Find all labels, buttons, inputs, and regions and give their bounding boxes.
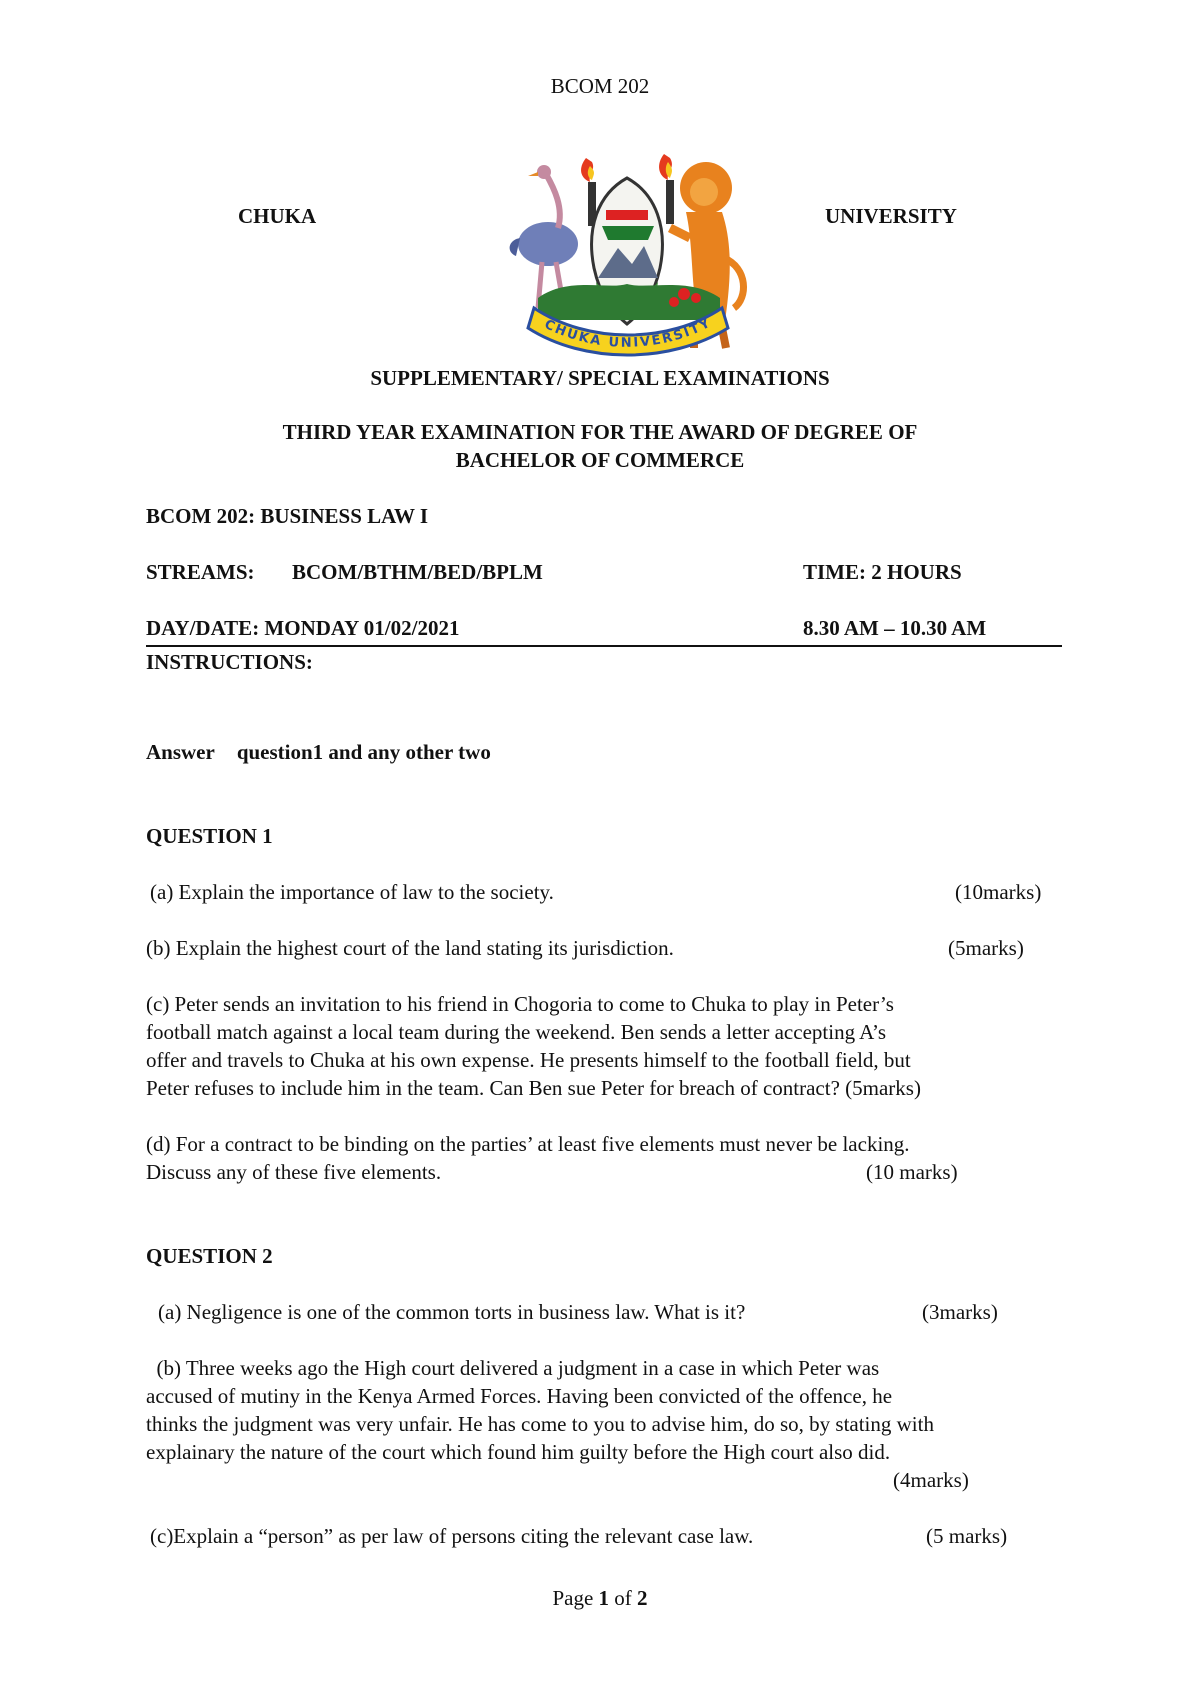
- question1-part-c-line: (c) Peter sends an invitation to his friend in Chogoria to come to Chuka to play in Peter’s: [146, 992, 894, 1016]
- streams-value: BCOM/BTHM/BED/BPLM: [292, 560, 543, 584]
- foliage-base-icon: [538, 284, 720, 320]
- award-title-line2: BACHELOR OF COMMERCE: [455, 448, 745, 472]
- university-name-left: CHUKA: [238, 204, 317, 228]
- question1-part-a-marks: (10marks): [955, 880, 1042, 904]
- question1-part-c-line: offer and travels to Chuka at his own expense. He presents himself to the football field, but: [146, 1048, 911, 1072]
- question1-part-b: (b) Explain the highest court of the land stating its jurisdiction.: [146, 936, 674, 960]
- left-torch-icon: [581, 158, 596, 226]
- university-name-right: UNIVERSITY: [825, 204, 957, 228]
- question2-part-c: (c)Explain a “person” as per law of persons citing the relevant case law.: [150, 1524, 754, 1548]
- question1-part-c-line: football match against a local team during the weekend. Ben sends a letter accepting A’s: [146, 1020, 887, 1044]
- answer-instruction: [146, 738, 491, 766]
- question2-part-c-marks: (5 marks): [926, 1524, 1008, 1548]
- question2-part-b: [146, 1354, 1063, 1466]
- course-title: BCOM 202: BUSINESS LAW I: [146, 504, 429, 528]
- exam-day-date: DAY/DATE: MONDAY 01/02/2021: [146, 616, 460, 640]
- question1-heading: QUESTION 1: [146, 824, 273, 848]
- header-divider: [146, 645, 1062, 647]
- university-crest-logo: [498, 148, 756, 370]
- question1-part-d-line: Discuss any of these five elements.: [146, 1160, 442, 1184]
- question2-part-b-line: explainary the nature of the court which found him guilty before the High court also did.: [146, 1440, 891, 1464]
- logo-banner-text: CHUKA UNIVERSITY: [541, 315, 715, 351]
- exam-hours: 8.30 AM – 10.30 AM: [803, 616, 987, 640]
- question2-part-a-marks: (3marks): [922, 1300, 998, 1324]
- question2-part-b-marks: (4marks): [893, 1468, 969, 1492]
- page-current: 1: [598, 1586, 610, 1610]
- question1-part-a: (a) Explain the importance of law to the society.: [150, 880, 554, 904]
- question2-part-a: (a) Negligence is one of the common torts in business law. What is it?: [158, 1300, 746, 1324]
- page-word: Page: [552, 1586, 594, 1610]
- question2-part-b-line: accused of mutiny in the Kenya Armed Forces. Having been convicted of the offence, he: [146, 1384, 893, 1408]
- question1-part-b-marks: (5marks): [948, 936, 1024, 960]
- answer-rest: question1 and any other two: [236, 740, 491, 764]
- right-torch-icon: [659, 154, 674, 224]
- answer-word: Answer: [146, 740, 215, 764]
- instructions-heading: INSTRUCTIONS:: [146, 650, 313, 674]
- question1-part-c-line: Peter refuses to include him in the team. Can Ben sue Peter for breach of contract? (5marks): [146, 1076, 921, 1100]
- streams-label: STREAMS:: [146, 560, 255, 584]
- question1-part-c: [146, 990, 1066, 1102]
- question2-part-b-line: thinks the judgment was very unfair. He has come to you to advise him, do so, by stating with: [146, 1412, 934, 1436]
- question2-heading: QUESTION 2: [146, 1244, 273, 1268]
- exam-type-title: SUPPLEMENTARY/ SPECIAL EXAMINATIONS: [370, 366, 830, 390]
- exam-duration: TIME: 2 HOURS: [803, 560, 962, 584]
- question1-part-d-marks: (10 marks): [866, 1160, 958, 1184]
- question1-part-d-line: (d) For a contract to be binding on the parties’ at least five elements must never be lacking.: [146, 1132, 910, 1156]
- of-word: of: [614, 1586, 632, 1610]
- award-title-line1: THIRD YEAR EXAMINATION FOR THE AWARD OF DEGREE OF: [282, 420, 918, 444]
- running-head: BCOM 202: [550, 74, 650, 98]
- page-number-footer: [0, 1584, 1200, 1612]
- page-total: 2: [637, 1586, 648, 1610]
- question2-part-b-line: (b) Three weeks ago the High court delivered a judgment in a case in which Peter was: [146, 1356, 880, 1380]
